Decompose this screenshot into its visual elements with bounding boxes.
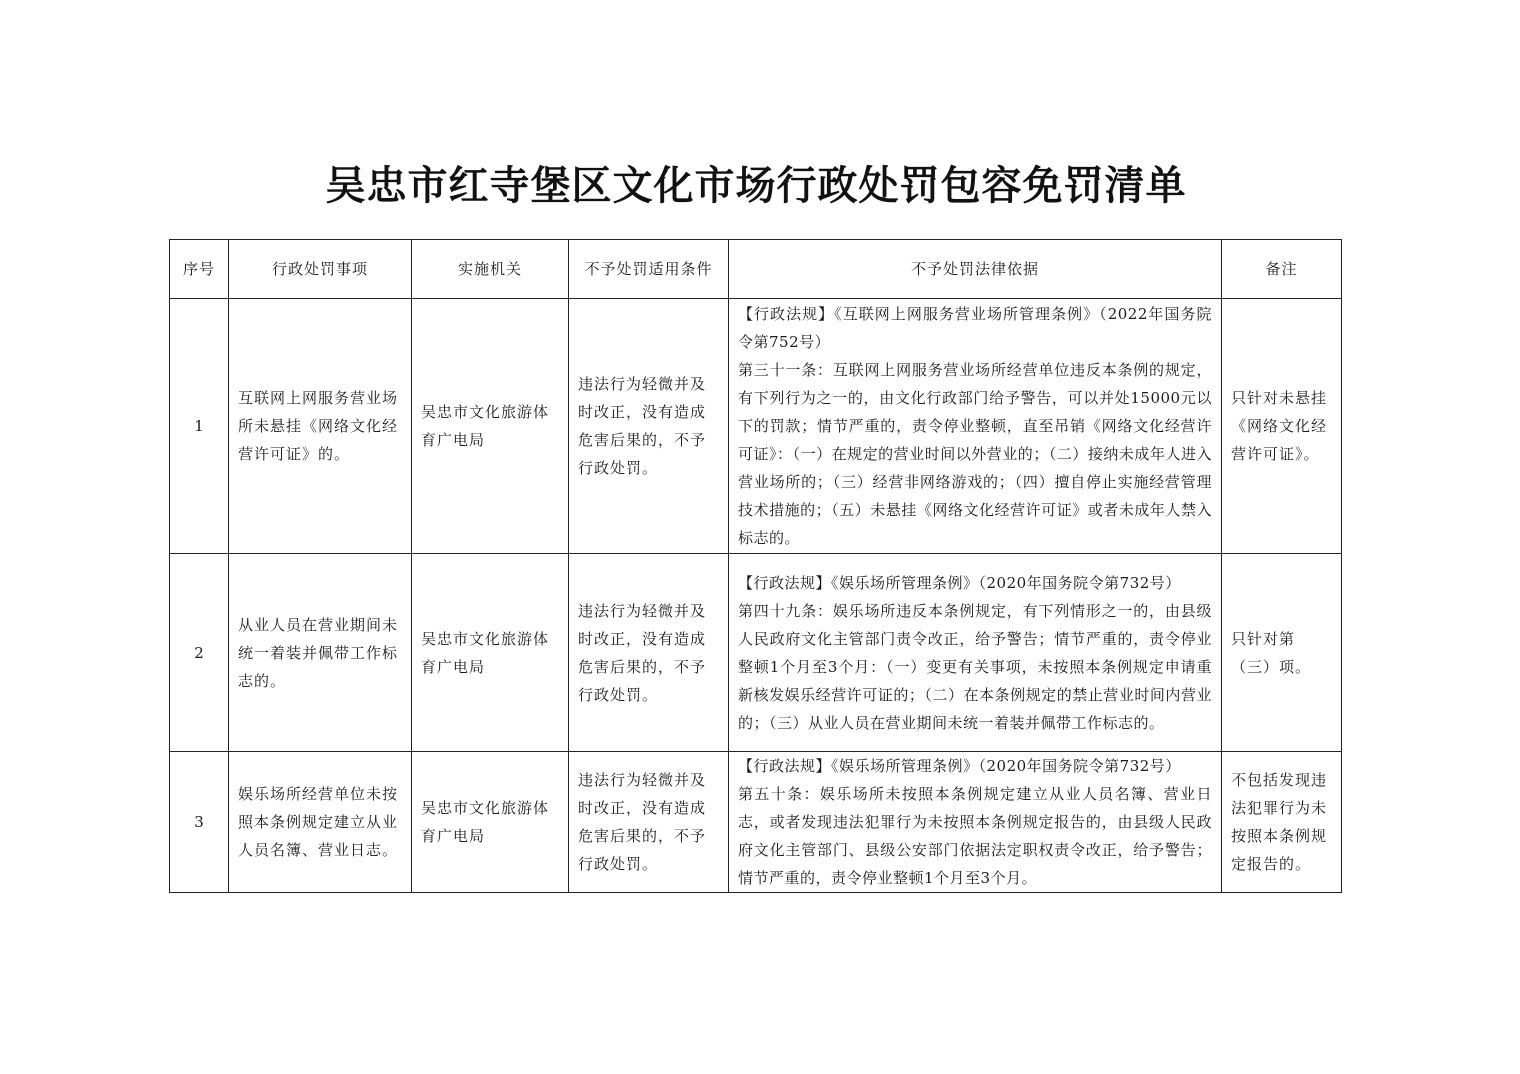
header-no: 序号 [170, 240, 229, 299]
basis-text: 第四十九条：娱乐场所违反本条例规定，有下列情形之一的，由县级人民政府文化主管部门责令改正，给予警告；情节严重的，责令停业整顿1个月至3个月：（一）变更有关事项，未按照本条例规定申请重新核发娱乐经营许可证的；（二）在本条例规定的禁止营业时间内营业的；（三）从业人员在营业期间未统一着装并佩带工作标志的。 [738, 601, 1212, 732]
header-org: 实施机关 [412, 240, 569, 299]
cell-basis [729, 554, 1222, 752]
header-condition: 不予处罚适用条件 [569, 240, 729, 299]
table-row [170, 752, 1342, 893]
cell-basis [729, 299, 1222, 554]
header-basis: 不予处罚法律依据 [729, 240, 1222, 299]
cell-item: 从业人员在营业期间未统一着装并佩带工作标志的。 [229, 554, 412, 752]
basis-text: 第五十条：娱乐场所未按照本条例规定建立从业人员名簿、营业日志，或者发现违法犯罪行为未按照本条例规定报告的，由县级人民政府文化主管部门、县级公安部门依据法定职权责令改正，给予警告；情节严重的，责令停业整顿1个月至3个月。 [738, 785, 1212, 887]
basis-title: 【行政法规】《娱乐场所管理条例》（2020年国务院令第732号） [738, 757, 1181, 775]
cell-note: 只针对第（三）项。 [1222, 554, 1342, 752]
cell-note: 不包括发现违法犯罪行为未按照本条例规定报告的。 [1222, 752, 1342, 893]
header-note: 备注 [1222, 240, 1342, 299]
cell-org: 吴忠市文化旅游体育广电局 [412, 299, 569, 554]
basis-title: 【行政法规】《娱乐场所管理条例》（2020年国务院令第732号） [738, 573, 1181, 592]
basis-title: 【行政法规】《互联网上网服务营业场所管理条例》（2022年国务院令第752号） [738, 305, 1212, 351]
penalty-exemption-table [169, 239, 1342, 893]
cell-condition: 违法行为轻微并及时改正，没有造成危害后果的，不予行政处罚。 [569, 299, 729, 554]
cell-org: 吴忠市文化旅游体育广电局 [412, 752, 569, 893]
cell-condition: 违法行为轻微并及时改正，没有造成危害后果的，不予行政处罚。 [569, 752, 729, 893]
header-item: 行政处罚事项 [229, 240, 412, 299]
cell-org: 吴忠市文化旅游体育广电局 [412, 554, 569, 752]
cell-no: 3 [170, 752, 229, 893]
cell-basis [729, 752, 1222, 893]
cell-item: 娱乐场所经营单位未按照本条例规定建立从业人员名簿、营业日志。 [229, 752, 412, 893]
cell-condition: 违法行为轻微并及时改正，没有造成危害后果的，不予行政处罚。 [569, 554, 729, 752]
page-title: 吴忠市红寺堡区文化市场行政处罚包容免罚清单 [325, 162, 1187, 209]
cell-note: 只针对未悬挂《网络文化经营许可证》。 [1222, 299, 1342, 554]
table-row [170, 554, 1342, 752]
table-row [170, 299, 1342, 554]
cell-no: 1 [170, 299, 229, 554]
cell-no: 2 [170, 554, 229, 752]
table-header-row [170, 240, 1342, 299]
cell-item: 互联网上网服务营业场所未悬挂《网络文化经营许可证》的。 [229, 299, 412, 554]
basis-text: 第三十一条：互联网上网服务营业场所经营单位违反本条例的规定，有下列行为之一的，由文化行政部门给予警告，可以并处15000元以下的罚款；情节严重的，责令停业整顿，直至吊销《网络文化经营许可证》：（一）在规定的营业时间以外营业的；（二）接纳未成年人进入营业场所的；（三）经营非网络游戏的；（四）擅自停止实施经营管理技术措施的；（五）未悬挂《网络文化经营许可证》或者未成年人禁入标志的。 [738, 361, 1212, 547]
